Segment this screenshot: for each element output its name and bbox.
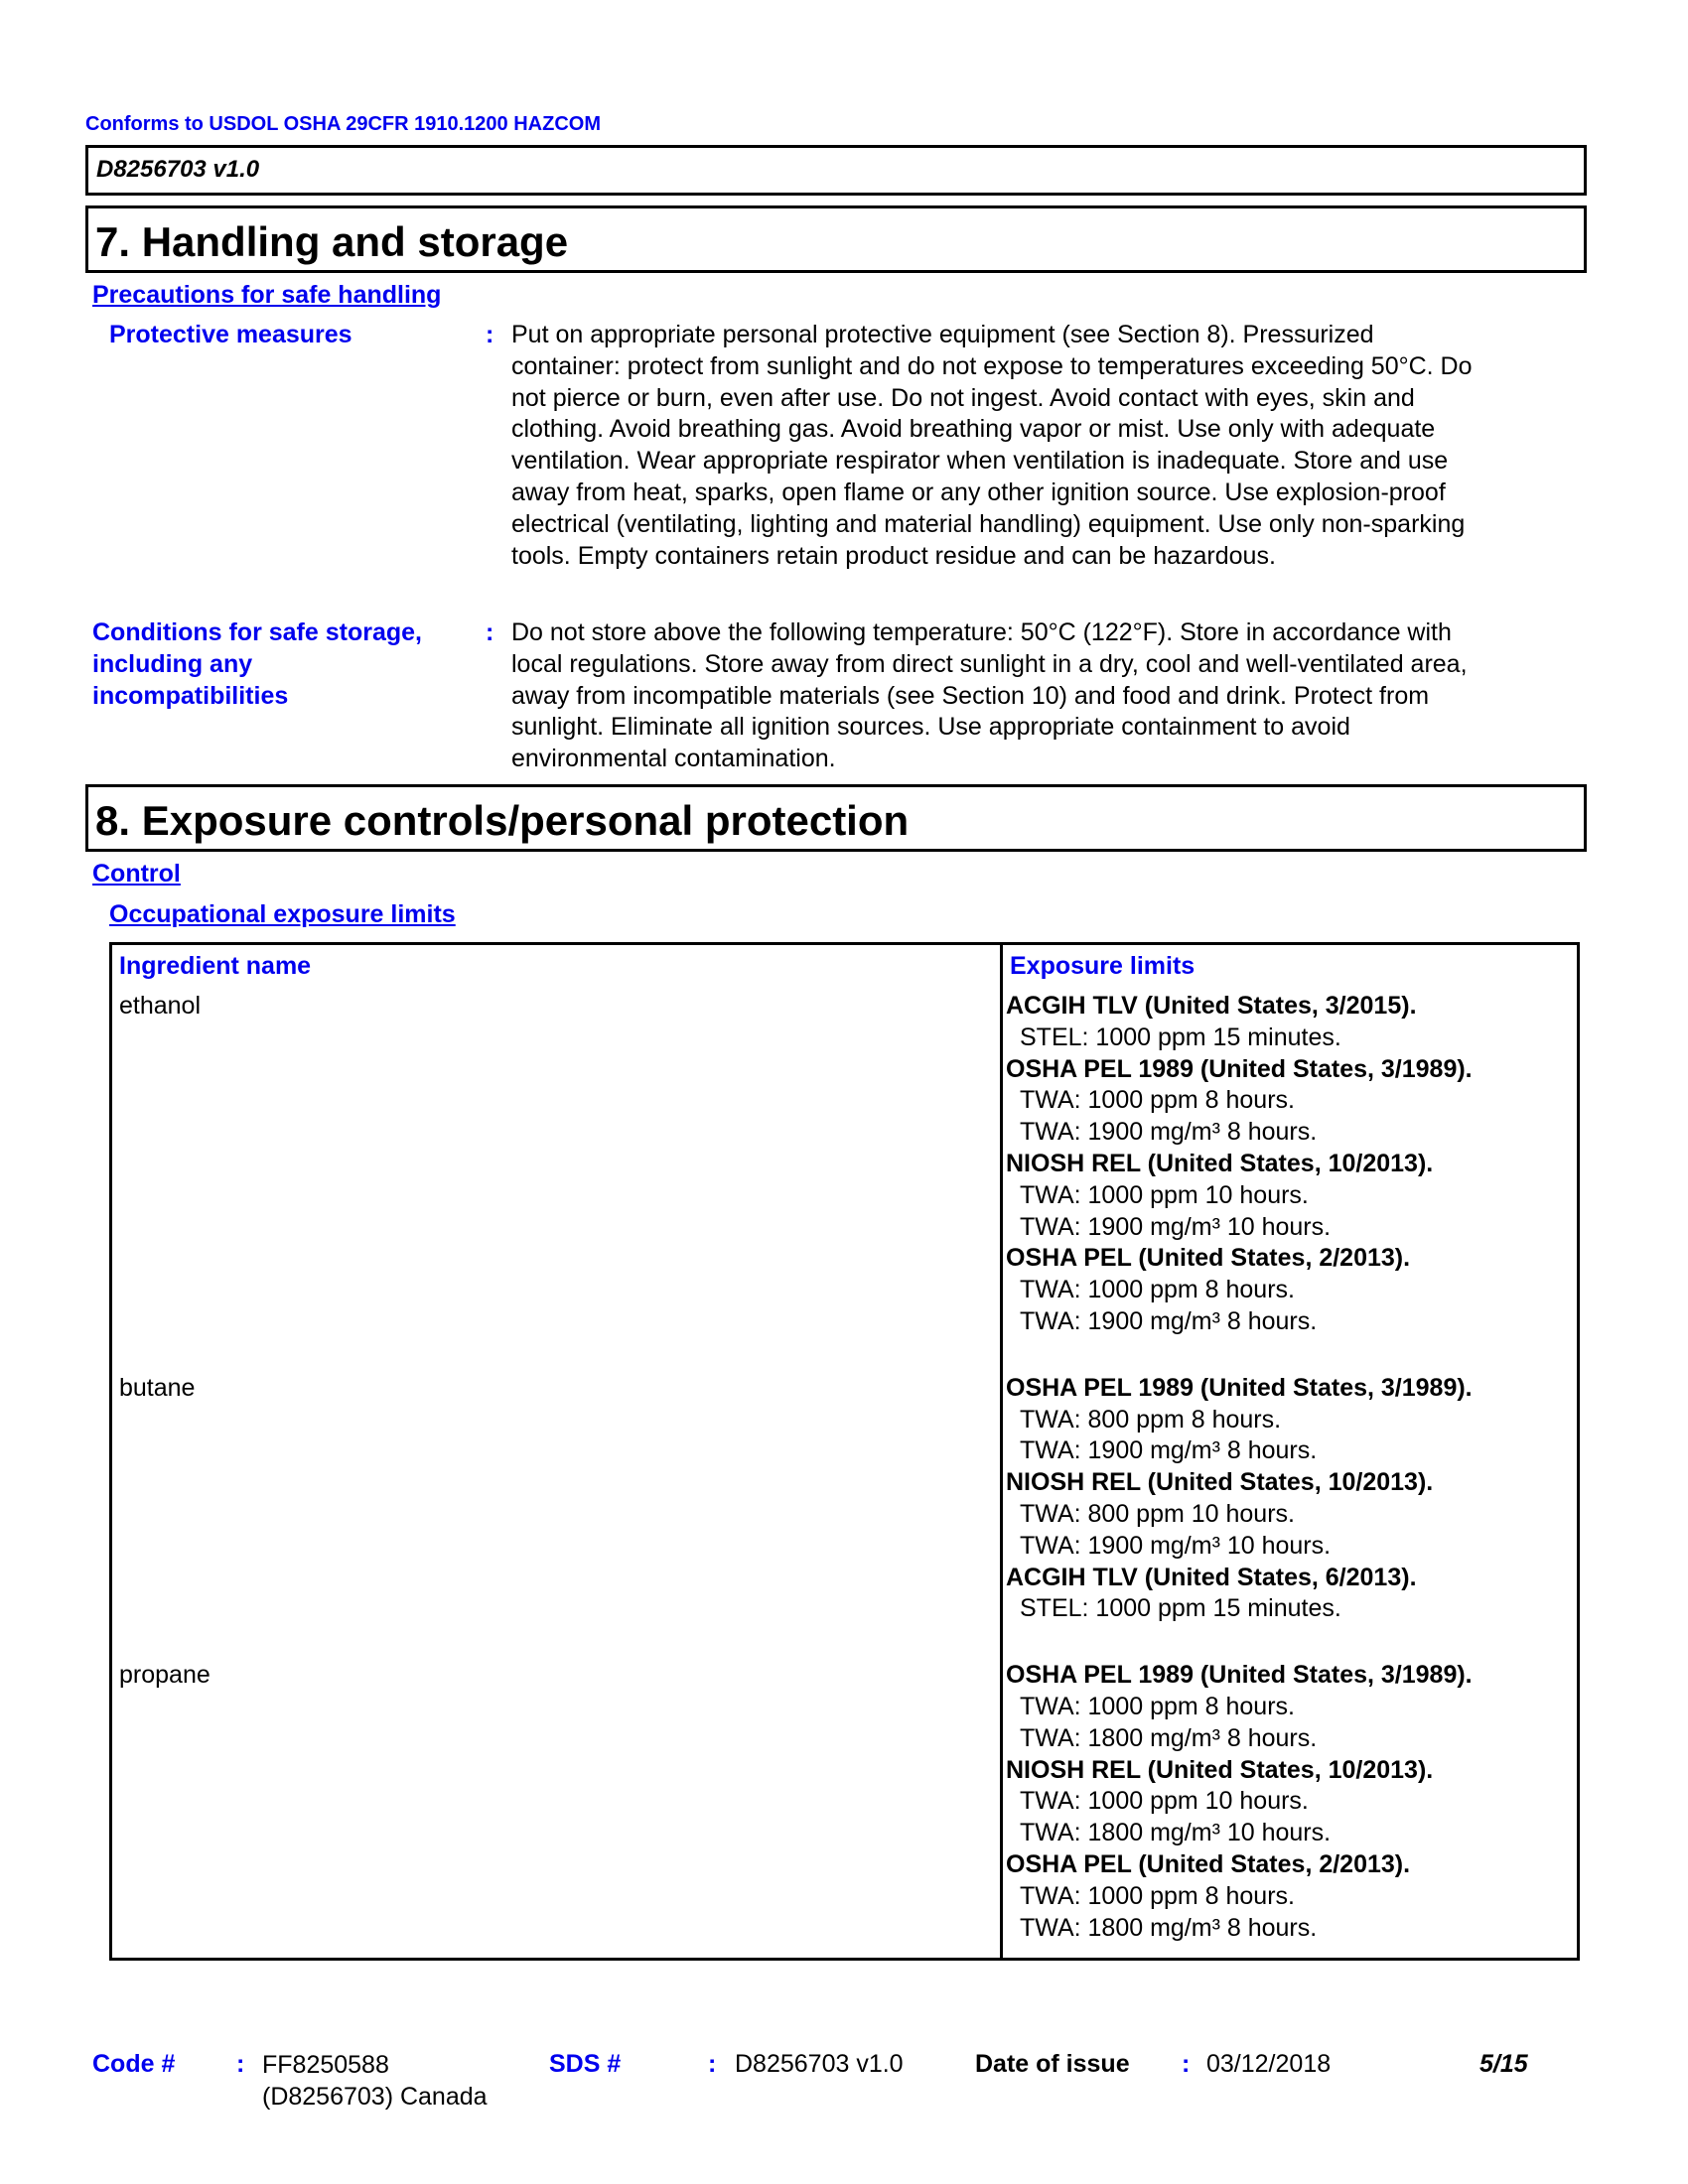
ingredient-name: propane xyxy=(119,1661,211,1690)
limit-value: STEL: 1000 ppm 15 minutes. xyxy=(1020,1023,1341,1051)
limit-source: ACGIH TLV (United States, 6/2013). xyxy=(1006,1563,1417,1591)
limit-value: TWA: 1000 ppm 8 hours. xyxy=(1020,1086,1295,1115)
protective-measures-line: not pierce or burn, even after use. Do not ingest. Avoid contact with eyes, skin and xyxy=(511,383,1415,412)
storage-label-line: incompatibilities xyxy=(92,681,289,710)
limit-source: OSHA PEL 1989 (United States, 3/1989). xyxy=(1006,1661,1473,1690)
code-value-line: FF8250588 xyxy=(262,2051,389,2079)
ingredient-name: butane xyxy=(119,1373,196,1402)
oel-heading: Occupational exposure limits xyxy=(109,900,456,928)
sds-label: SDS # xyxy=(549,2050,622,2078)
storage-conditions-label xyxy=(92,617,422,712)
limit-source: OSHA PEL (United States, 2/2013). xyxy=(1006,1849,1411,1878)
limit-value: TWA: 1800 mg/m³ 8 hours. xyxy=(1020,1723,1318,1752)
control-heading: Control xyxy=(92,860,181,887)
ingredient-name: ethanol xyxy=(119,992,202,1020)
protective-measures-line: Put on appropriate personal protective equipment (see Section 8). Pressurized xyxy=(511,321,1374,348)
limit-value: TWA: 800 ppm 8 hours. xyxy=(1020,1405,1282,1433)
section-8-header xyxy=(85,784,1587,852)
code-value xyxy=(262,2049,488,2113)
protective-measures-line: electrical (ventilating, lighting and material handling) equipment. Use only non-sparking xyxy=(511,509,1466,538)
limit-source: OSHA PEL (United States, 2/2013). xyxy=(1006,1244,1411,1273)
limit-value: TWA: 1000 ppm 10 hours. xyxy=(1020,1180,1309,1209)
section-8-title: 8. Exposure controls/personal protection xyxy=(95,797,910,844)
exposure-limits-cell xyxy=(1006,1660,1473,1944)
header-ingredient-name: Ingredient name xyxy=(119,952,312,980)
limit-value: TWA: 1900 mg/m³ 8 hours. xyxy=(1020,1118,1318,1147)
storage-conditions-line: away from incompatible materials (see Section 10) and food and drink. Protect from xyxy=(511,681,1430,710)
storage-conditions-line: local regulations. Store away from direct sunlight in a dry, cool and well-ventilated area, xyxy=(511,649,1468,678)
limit-value: TWA: 1000 ppm 10 hours. xyxy=(1020,1787,1309,1816)
colon: : xyxy=(1182,2050,1191,2078)
limit-value: TWA: 1000 ppm 8 hours. xyxy=(1020,1881,1295,1910)
exposure-limits-table xyxy=(109,942,1580,1961)
limit-source: NIOSH REL (United States, 10/2013). xyxy=(1006,1755,1434,1784)
protective-measures-line: away from heat, sparks, open flame or any other ignition source. Use explosion-proof xyxy=(511,478,1446,506)
storage-conditions-line: Do not store above the following temperature: 50°C (122°F). Store in accordance with xyxy=(511,618,1452,646)
protective-measures-line: tools. Empty containers retain product residue and can be hazardous. xyxy=(511,541,1276,570)
limit-value: TWA: 1900 mg/m³ 8 hours. xyxy=(1020,1436,1318,1465)
sds-value: D8256703 v1.0 xyxy=(735,2050,904,2078)
protective-measures-line: ventilation. Wear appropriate respirator when ventilation is inadequate. Store and use xyxy=(511,447,1449,476)
limit-value: TWA: 1900 mg/m³ 10 hours. xyxy=(1020,1212,1332,1241)
limit-source: NIOSH REL (United States, 10/2013). xyxy=(1006,1149,1434,1177)
limit-value: TWA: 1000 ppm 8 hours. xyxy=(1020,1276,1295,1304)
limit-source: OSHA PEL 1989 (United States, 3/1989). xyxy=(1006,1054,1473,1083)
section-7-header xyxy=(85,205,1587,273)
limit-value: TWA: 1000 ppm 8 hours. xyxy=(1020,1692,1295,1720)
header-exposure-limits: Exposure limits xyxy=(1010,952,1196,980)
code-label: Code # xyxy=(92,2050,176,2078)
document-id: D8256703 v1.0 xyxy=(96,156,260,183)
storage-label-line: including any xyxy=(92,649,253,678)
protective-measures-line: container: protect from sunlight and do not expose to temperatures exceeding 50°C. Do xyxy=(511,351,1473,380)
colon: : xyxy=(486,618,494,646)
exposure-limits-cell xyxy=(1006,1373,1473,1625)
precautions-heading: Precautions for safe handling xyxy=(92,281,442,309)
colon: : xyxy=(236,2050,245,2078)
limit-value: TWA: 1800 mg/m³ 10 hours. xyxy=(1020,1819,1332,1847)
storage-conditions-text xyxy=(511,617,1468,775)
storage-conditions-line: sunlight. Eliminate all ignition sources. Use appropriate containment to avoid xyxy=(511,713,1350,742)
exposure-limits-cell xyxy=(1006,991,1473,1338)
limit-value: TWA: 1900 mg/m³ 10 hours. xyxy=(1020,1531,1332,1560)
protective-measures-text xyxy=(511,320,1473,572)
limit-value: STEL: 1000 ppm 15 minutes. xyxy=(1020,1594,1341,1623)
protective-measures-line: clothing. Avoid breathing gas. Avoid breathing vapor or mist. Use only with adequate xyxy=(511,415,1436,444)
limit-source: NIOSH REL (United States, 10/2013). xyxy=(1006,1468,1434,1497)
limit-value: TWA: 1900 mg/m³ 8 hours. xyxy=(1020,1306,1318,1335)
limit-source: ACGIH TLV (United States, 3/2015). xyxy=(1006,992,1417,1020)
colon: : xyxy=(708,2050,717,2078)
storage-label-line: Conditions for safe storage, xyxy=(92,618,422,646)
date-label: Date of issue xyxy=(975,2050,1130,2078)
conformance-note: Conforms to USDOL OSHA 29CFR 1910.1200 HAZCOM xyxy=(85,113,601,135)
section-7-title: 7. Handling and storage xyxy=(95,218,569,265)
date-value: 03/12/2018 xyxy=(1206,2050,1332,2078)
document-id-box xyxy=(85,145,1587,196)
storage-conditions-line: environmental contamination. xyxy=(511,745,836,773)
limit-source: OSHA PEL 1989 (United States, 3/1989). xyxy=(1006,1373,1473,1402)
page-number: 5/15 xyxy=(1479,2050,1528,2078)
column-divider xyxy=(1000,945,1003,1958)
limit-value: TWA: 800 ppm 10 hours. xyxy=(1020,1499,1295,1528)
limit-value: TWA: 1800 mg/m³ 8 hours. xyxy=(1020,1913,1318,1942)
code-value-line: (D8256703) Canada xyxy=(262,2083,488,2111)
protective-measures-label: Protective measures xyxy=(109,321,352,348)
colon: : xyxy=(486,321,494,348)
